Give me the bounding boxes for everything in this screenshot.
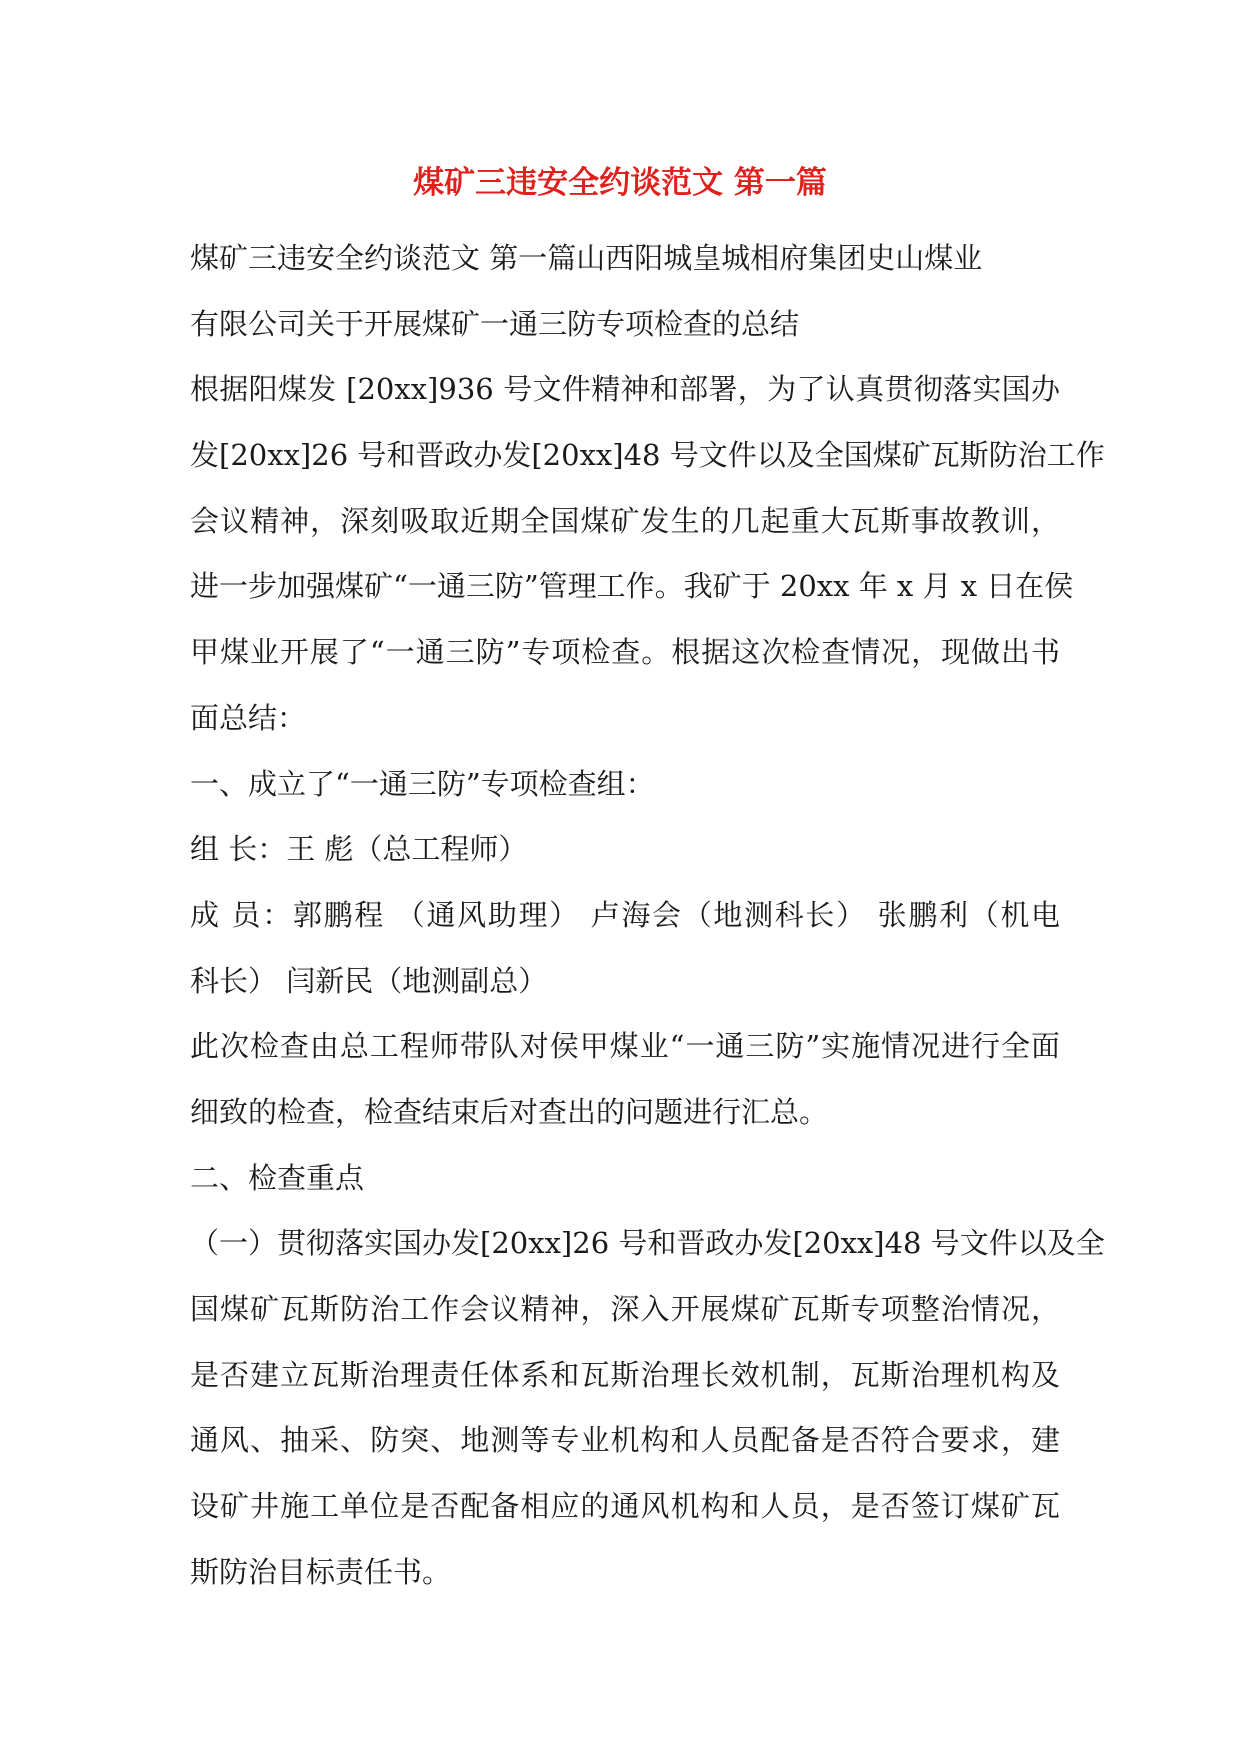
section-heading-2: 二、检查重点 <box>190 1160 365 1195</box>
section-heading-1: 一、成立了“一通三防”专项检查组： <box>190 766 655 801</box>
body-line-3: 根据阳煤发 [20xx]936 号文件精神和部署，为了认真贯彻落实国办 <box>190 372 1060 407</box>
body-line-20: 设矿井施工单位是否配备相应的通风机构和人员，是否签订煤矿瓦 <box>190 1489 1060 1524</box>
body-line-21: 斯防治目标责任书。 <box>190 1554 452 1589</box>
body-line-1: 煤矿三违安全约谈范文 第一篇山西阳城皇城相府集团史山煤业 <box>190 241 983 275</box>
body-line-14: 细致的检查，检查结束后对查出的问题进行汇总。 <box>190 1094 829 1129</box>
body-line-5: 会议精神，深刻吸取近期全国煤矿发生的几起重大瓦斯事故教训， <box>190 503 1060 538</box>
group-members-line: 成 员：郭鹏程 （通风助理） 卢海会（地测科长） 张鹏利（机电 <box>190 897 1060 932</box>
group-members-line-cont: 科长） 闫新民（地测副总） <box>190 963 548 998</box>
body-line-17: 国煤矿瓦斯防治工作会议精神，深入开展煤矿瓦斯专项整治情况， <box>190 1292 1060 1326</box>
body-line-13: 此次检查由总工程师带队对侯甲煤业“一通三防”实施情况进行全面 <box>190 1029 1060 1064</box>
body-line-8: 面总结： <box>190 700 307 735</box>
body-line-6: 进一步加强煤矿“一通三防”管理工作。我矿于 20xx 年 x 月 x 日在侯 <box>190 569 1074 604</box>
body-line-16: （一）贯彻落实国办发[20xx]26 号和晋政办发[20xx]48 号文件以及全 <box>190 1226 1105 1261</box>
body-line-2: 有限公司关于开展煤矿一通三防专项检查的总结 <box>190 306 800 341</box>
body-line-19: 通风、抽采、防突、地测等专业机构和人员配备是否符合要求，建 <box>190 1423 1060 1458</box>
body-line-7: 甲煤业开展了“一通三防”专项检查。根据这次检查情况，现做出书 <box>190 635 1060 670</box>
group-leader-line: 组 长：王 彪（总工程师） <box>190 832 528 867</box>
document-body <box>190 226 1105 1605</box>
document-title: 煤矿三违安全约谈范文 第一篇 <box>413 165 827 201</box>
body-line-4: 发[20xx]26 号和晋政办发[20xx]48 号文件以及全国煤矿瓦斯防治工作 <box>190 438 1105 473</box>
body-line-18: 是否建立瓦斯治理责任体系和瓦斯治理长效机制，瓦斯治理机构及 <box>190 1357 1060 1392</box>
